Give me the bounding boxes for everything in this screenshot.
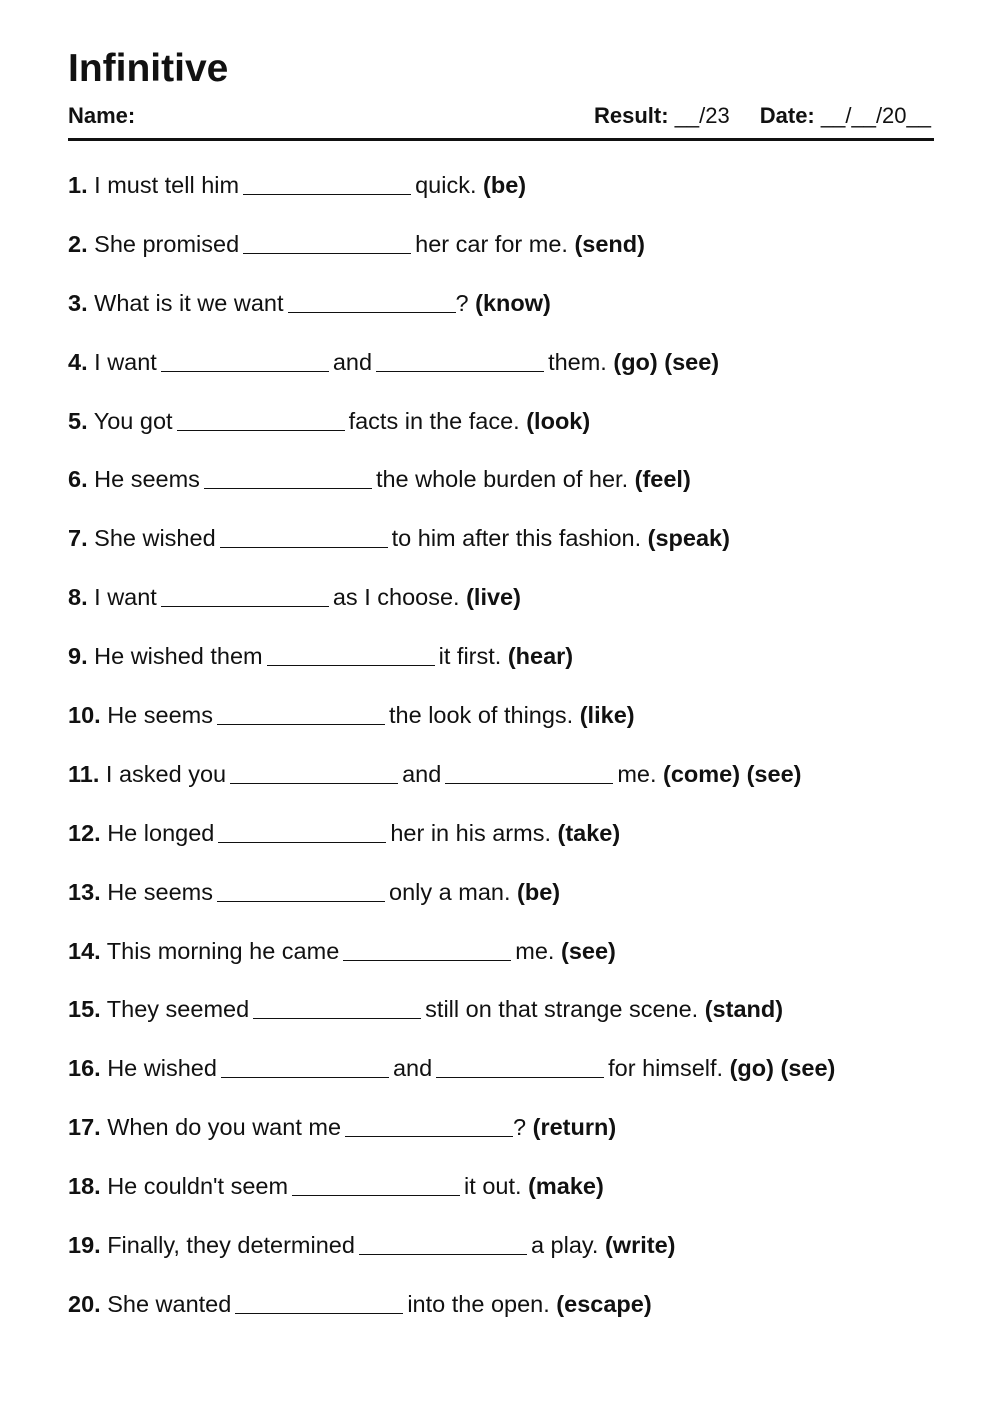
question-text-after: only a man. — [389, 878, 511, 905]
question-number: 17. — [68, 1114, 101, 1141]
verb-hint: (see) — [561, 937, 616, 964]
question-number: 12. — [68, 819, 101, 846]
question-text-after: still on that strange scene. — [425, 996, 699, 1023]
answer-blank[interactable] — [345, 1135, 513, 1137]
question-item — [68, 816, 934, 875]
question-number: 16. — [68, 1055, 101, 1082]
page-title: Infinitive — [68, 47, 229, 90]
answer-blank[interactable] — [288, 311, 456, 313]
answer-blank[interactable] — [230, 782, 398, 784]
verb-hint: (hear) — [507, 643, 574, 670]
question-text-after: into the open. — [407, 1290, 550, 1317]
question-number: 2. — [68, 230, 88, 257]
question-item — [68, 1110, 934, 1169]
answer-blank[interactable] — [267, 664, 435, 666]
question-item — [68, 875, 934, 934]
question-text-after: facts in the face. — [348, 407, 520, 434]
date-value: __/__/20__ — [820, 103, 931, 128]
question-text-before: This morning he came — [106, 937, 340, 964]
question-number: 4. — [68, 348, 88, 375]
question-item — [68, 992, 934, 1051]
date-label: Date: — [759, 103, 815, 128]
question-text-after: for himself. — [608, 1055, 724, 1082]
answer-blank[interactable] — [359, 1253, 527, 1255]
question-item — [68, 934, 934, 993]
question-item — [68, 757, 934, 816]
question-text-before: I want — [94, 348, 157, 375]
verb-hint: (go) (see) — [613, 348, 720, 375]
question-text-before: She wished — [94, 525, 216, 552]
question-text-before: He seems — [107, 878, 213, 905]
question-list — [68, 168, 934, 1346]
answer-blank[interactable] — [161, 605, 329, 607]
answer-blank[interactable] — [436, 1076, 604, 1078]
answer-blank[interactable] — [445, 782, 613, 784]
question-text-before: He seems — [94, 466, 200, 493]
header-divider — [68, 138, 934, 141]
question-item — [68, 1051, 934, 1110]
verb-hint: (make) — [528, 1173, 604, 1200]
question-text-after: them. — [548, 348, 607, 375]
question-text-after: ? — [513, 1114, 527, 1141]
answer-blank[interactable] — [253, 1017, 421, 1019]
result-value: __/23 — [674, 103, 730, 128]
question-text-before: You got — [93, 407, 173, 434]
question-text-after: me. — [617, 760, 657, 787]
answer-blank[interactable] — [292, 1194, 460, 1196]
question-number: 7. — [68, 525, 88, 552]
question-text-middle: and — [392, 1055, 433, 1082]
question-item — [68, 227, 934, 286]
question-item — [68, 521, 934, 580]
verb-hint: (feel) — [634, 466, 691, 493]
verb-hint: (send) — [574, 230, 645, 257]
answer-blank[interactable] — [204, 487, 372, 489]
question-item — [68, 286, 934, 345]
answer-blank[interactable] — [235, 1312, 403, 1314]
name-label: Name: — [68, 103, 136, 128]
verb-hint: (take) — [557, 819, 621, 846]
verb-hint: (write) — [604, 1232, 676, 1259]
question-text-before: I asked you — [105, 760, 227, 787]
answer-blank[interactable] — [177, 429, 345, 431]
question-item — [68, 404, 934, 463]
question-text-middle: and — [402, 760, 442, 787]
question-item — [68, 580, 934, 639]
answer-blank[interactable] — [221, 1076, 389, 1078]
question-number: 9. — [68, 643, 88, 670]
question-text-after: me. — [515, 937, 555, 964]
answer-blank[interactable] — [218, 841, 386, 843]
answer-blank[interactable] — [220, 546, 388, 548]
answer-blank[interactable] — [376, 370, 544, 372]
question-item — [68, 698, 934, 757]
question-text-middle: and — [332, 348, 373, 375]
question-text-before: I want — [94, 584, 157, 611]
question-text-after: a play. — [530, 1232, 599, 1259]
question-text-before: He longed — [107, 819, 215, 846]
question-text-after: as I choose. — [332, 584, 460, 611]
question-number: 18. — [68, 1173, 101, 1200]
question-item — [68, 1228, 934, 1287]
verb-hint: (come) (see) — [663, 760, 802, 787]
question-text-before: He seems — [107, 702, 213, 729]
question-text-before: What is it we want — [94, 289, 284, 316]
question-number: 3. — [68, 289, 88, 316]
verb-hint: (look) — [526, 407, 591, 434]
question-number: 15. — [68, 996, 101, 1023]
verb-hint: (stand) — [704, 996, 784, 1023]
question-text-after: her car for me. — [415, 230, 568, 257]
verb-hint: (know) — [475, 289, 551, 316]
answer-blank[interactable] — [217, 723, 385, 725]
question-text-after: ? — [455, 289, 469, 316]
answer-blank[interactable] — [243, 193, 411, 195]
question-text-after: quick. — [415, 172, 477, 198]
verb-hint: (be) — [517, 878, 561, 905]
question-item — [68, 462, 934, 521]
question-number: 19. — [68, 1232, 101, 1259]
verb-hint: (be) — [483, 172, 527, 198]
question-number: 10. — [68, 702, 101, 729]
question-text-before: He wished — [107, 1055, 217, 1082]
result-label: Result: — [594, 103, 669, 128]
question-item — [68, 1169, 934, 1228]
verb-hint: (escape) — [556, 1290, 652, 1317]
result-date-group — [594, 101, 931, 131]
question-text-after: it out. — [464, 1173, 522, 1200]
question-text-after: the look of things. — [389, 702, 574, 729]
question-text-after: the whole burden of her. — [375, 466, 629, 493]
verb-hint: (return) — [532, 1114, 617, 1141]
question-text-before: He wished them — [94, 643, 263, 670]
question-number: 14. — [68, 937, 101, 964]
question-text-before: Finally, they determined — [107, 1232, 355, 1259]
question-number: 11. — [68, 760, 100, 787]
question-text-before: He couldn't seem — [107, 1173, 289, 1200]
question-number: 6. — [68, 466, 88, 493]
question-text-after: it first. — [438, 643, 502, 670]
answer-blank[interactable] — [343, 959, 511, 961]
question-number: 5. — [68, 407, 88, 434]
answer-blank[interactable] — [161, 370, 329, 372]
question-text-before: She promised — [94, 230, 240, 257]
verb-hint: (like) — [579, 702, 635, 729]
verb-hint: (speak) — [647, 525, 730, 552]
verb-hint: (live) — [466, 584, 521, 611]
question-text-after: to him after this fashion. — [391, 525, 642, 552]
question-item — [68, 639, 934, 698]
question-text-after: her in his arms. — [390, 819, 551, 846]
worksheet-meta — [68, 101, 934, 131]
answer-blank[interactable] — [217, 900, 385, 902]
question-item — [68, 168, 934, 227]
question-item — [68, 1287, 934, 1346]
verb-hint: (go) (see) — [729, 1055, 836, 1082]
question-text-before: I must tell him — [94, 172, 240, 198]
question-text-before: They seemed — [106, 996, 250, 1023]
question-number: 20. — [68, 1290, 101, 1317]
answer-blank[interactable] — [243, 252, 411, 254]
question-item — [68, 345, 934, 404]
question-number: 8. — [68, 584, 88, 611]
question-number: 1. — [68, 172, 88, 198]
question-number: 13. — [68, 878, 101, 905]
question-text-before: When do you want me — [107, 1114, 342, 1141]
question-text-before: She wanted — [107, 1290, 232, 1317]
